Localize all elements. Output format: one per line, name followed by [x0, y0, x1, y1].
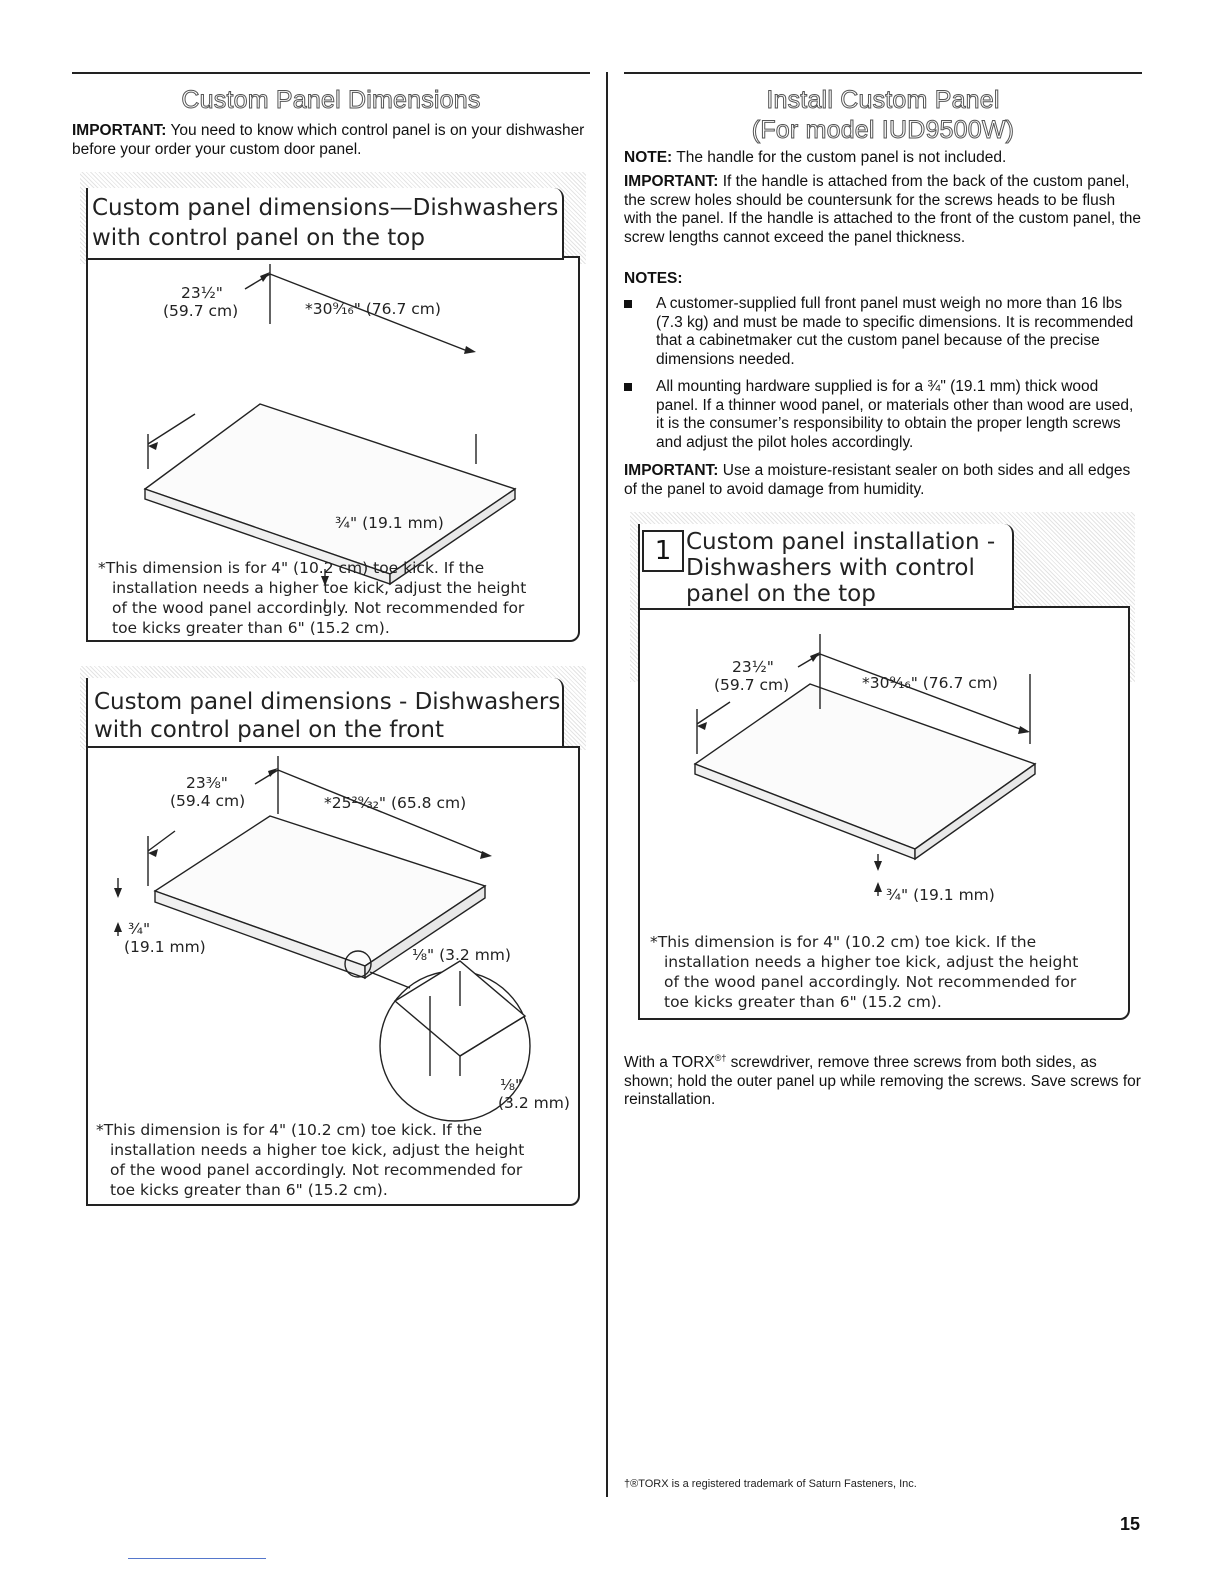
important-text: You need to know which control panel is on your dishwasher before your order your custom door panel. [72, 122, 585, 158]
bullet-icon [624, 383, 632, 391]
torx-sup: ®† [714, 1053, 727, 1063]
right-note [624, 149, 1144, 168]
dim-height: *30⁹⁄₁₆" (76.7 cm) [862, 674, 998, 692]
note-line3: of the wood panel accordingly. Not recommended for [112, 599, 525, 617]
note-text: The handle for the custom panel is not included. [676, 149, 1007, 166]
dim-width-in: 23½" [732, 658, 774, 676]
dim-thickness: ¾" (19.1 mm) [335, 514, 444, 532]
figure-front-control [80, 666, 590, 1214]
note-line1: *This dimension is for 4" (10.2 cm) toe kick. If the [98, 559, 485, 577]
note-line2: installation needs a higher toe kick, adjust the height [112, 579, 527, 597]
note-label: NOTE: [624, 149, 673, 166]
bullet-text: All mounting hardware supplied is for a ¾" (19.1 mm) thick wood panel. If a thinner wood panel, or materials other than wood are used, it is the consumer’s responsibility to obtain the proper length screws and adjust the pilot holes accordingly. [656, 378, 1134, 451]
dim-width-in: 23½" [181, 284, 223, 302]
figure-title-line1: Custom panel dimensions—Dishwashers [92, 195, 559, 221]
figure-note [98, 558, 588, 638]
right-important-2 [624, 462, 1144, 499]
important-label: IMPORTANT: [624, 173, 719, 190]
right-heading-line2: (For model IUD9500W) [751, 116, 1015, 144]
dim-edge-top: ⅛" (3.2 mm) [412, 946, 511, 964]
note-bullet-1 [624, 295, 1144, 369]
notes-label: NOTES: [624, 270, 683, 287]
figure-title-line2: Dishwashers with control [686, 555, 975, 581]
dim-width-cm: (59.4 cm) [170, 792, 246, 810]
torx-instruction [624, 1049, 1144, 1110]
column-divider [606, 72, 608, 1497]
note-line4: toe kicks greater than 6" (15.2 cm). [112, 619, 390, 637]
figure-step-1 [630, 512, 1135, 1028]
note-line4: toe kicks greater than 6" (15.2 cm). [110, 1181, 388, 1199]
note-line1: *This dimension is for 4" (10.2 cm) toe kick. If the [96, 1121, 483, 1139]
important-text: Use a moisture-resistant sealer on both sides and all edges of the panel to avoid damage from humidity. [624, 462, 1131, 498]
page-number: 15 [1120, 1514, 1141, 1534]
step-number: 1 [642, 530, 684, 572]
important-label: IMPORTANT: [624, 462, 719, 479]
figure-note [96, 1120, 588, 1200]
top-rule-left [72, 72, 590, 74]
dim-edge-side-mm: (3.2 mm) [498, 1094, 570, 1112]
bottom-link-line [128, 1558, 266, 1559]
top-rule-right [624, 72, 1142, 74]
figure-top-control [80, 172, 590, 650]
dim-height: *25²⁹⁄₃₂" (65.8 cm) [324, 794, 467, 812]
important-text: If the handle is attached from the back of the custom panel, the screw holes should be countersunk for the screws heads to be flush with the panel. If the handle is attached to the front of the custom panel, the screw lengths cannot exceed the panel thickness. [624, 173, 1142, 246]
dim-width-cm: (59.7 cm) [714, 676, 790, 694]
important-label: IMPORTANT: [72, 122, 167, 139]
right-heading-line1: Install Custom Panel [766, 86, 1000, 114]
bullet-icon [624, 300, 632, 308]
bullet-text: A customer-supplied full front panel must weigh no more than 16 lbs (7.3 kg) and must be made to specific dimensions. It is recommended that a cabinetmaker cut the custom panel because of the precise dimensions needed. [656, 295, 1134, 368]
note-line4: toe kicks greater than 6" (15.2 cm). [664, 993, 942, 1011]
note-line3: of the wood panel accordingly. Not recommended for [110, 1161, 523, 1179]
dim-thickness: ¾" (19.1 mm) [886, 886, 995, 904]
left-heading: Custom Panel Dimensions [181, 86, 481, 114]
torx-text-a: With a TORX [624, 1054, 715, 1072]
footnote: †®TORX is a registered trademark of Saturn Fasteners, Inc. [624, 1478, 917, 1490]
note-line1: *This dimension is for 4" (10.2 cm) toe kick. If the [650, 933, 1037, 951]
dim-thickness-mm: (19.1 mm) [124, 938, 206, 956]
dim-width-cm: (59.7 cm) [163, 302, 239, 320]
figure-note [650, 932, 1130, 1012]
note-line2: installation needs a higher toe kick, adjust the height [110, 1141, 525, 1159]
dim-edge-side-in: ⅛" [500, 1076, 523, 1094]
dim-width-in: 23⅜" [186, 774, 228, 792]
dim-thickness-in: ¾" [128, 920, 151, 938]
right-important-1 [624, 173, 1144, 247]
dim-height: *30⁹⁄₁₆" (76.7 cm) [305, 300, 441, 318]
figure-title-line1: Custom panel installation - [686, 529, 996, 555]
figure-title-line2: with control panel on the top [92, 225, 425, 251]
figure-title-line1: Custom panel dimensions - Dishwashers [94, 689, 561, 715]
note-line3: of the wood panel accordingly. Not recommended for [664, 973, 1077, 991]
figure-title-line3: panel on the top [686, 581, 876, 607]
figure-title-line2: with control panel on the front [94, 717, 444, 743]
torx-text-b: screwdriver, remove three screws from both sides, as shown; hold the outer panel up while removing the screws. Save screws for reinstallation. [624, 1054, 1141, 1109]
note-line2: installation needs a higher toe kick, adjust the height [664, 953, 1079, 971]
left-important [72, 122, 592, 159]
panel-top-face [695, 684, 1035, 849]
note-bullet-2 [624, 378, 1144, 452]
